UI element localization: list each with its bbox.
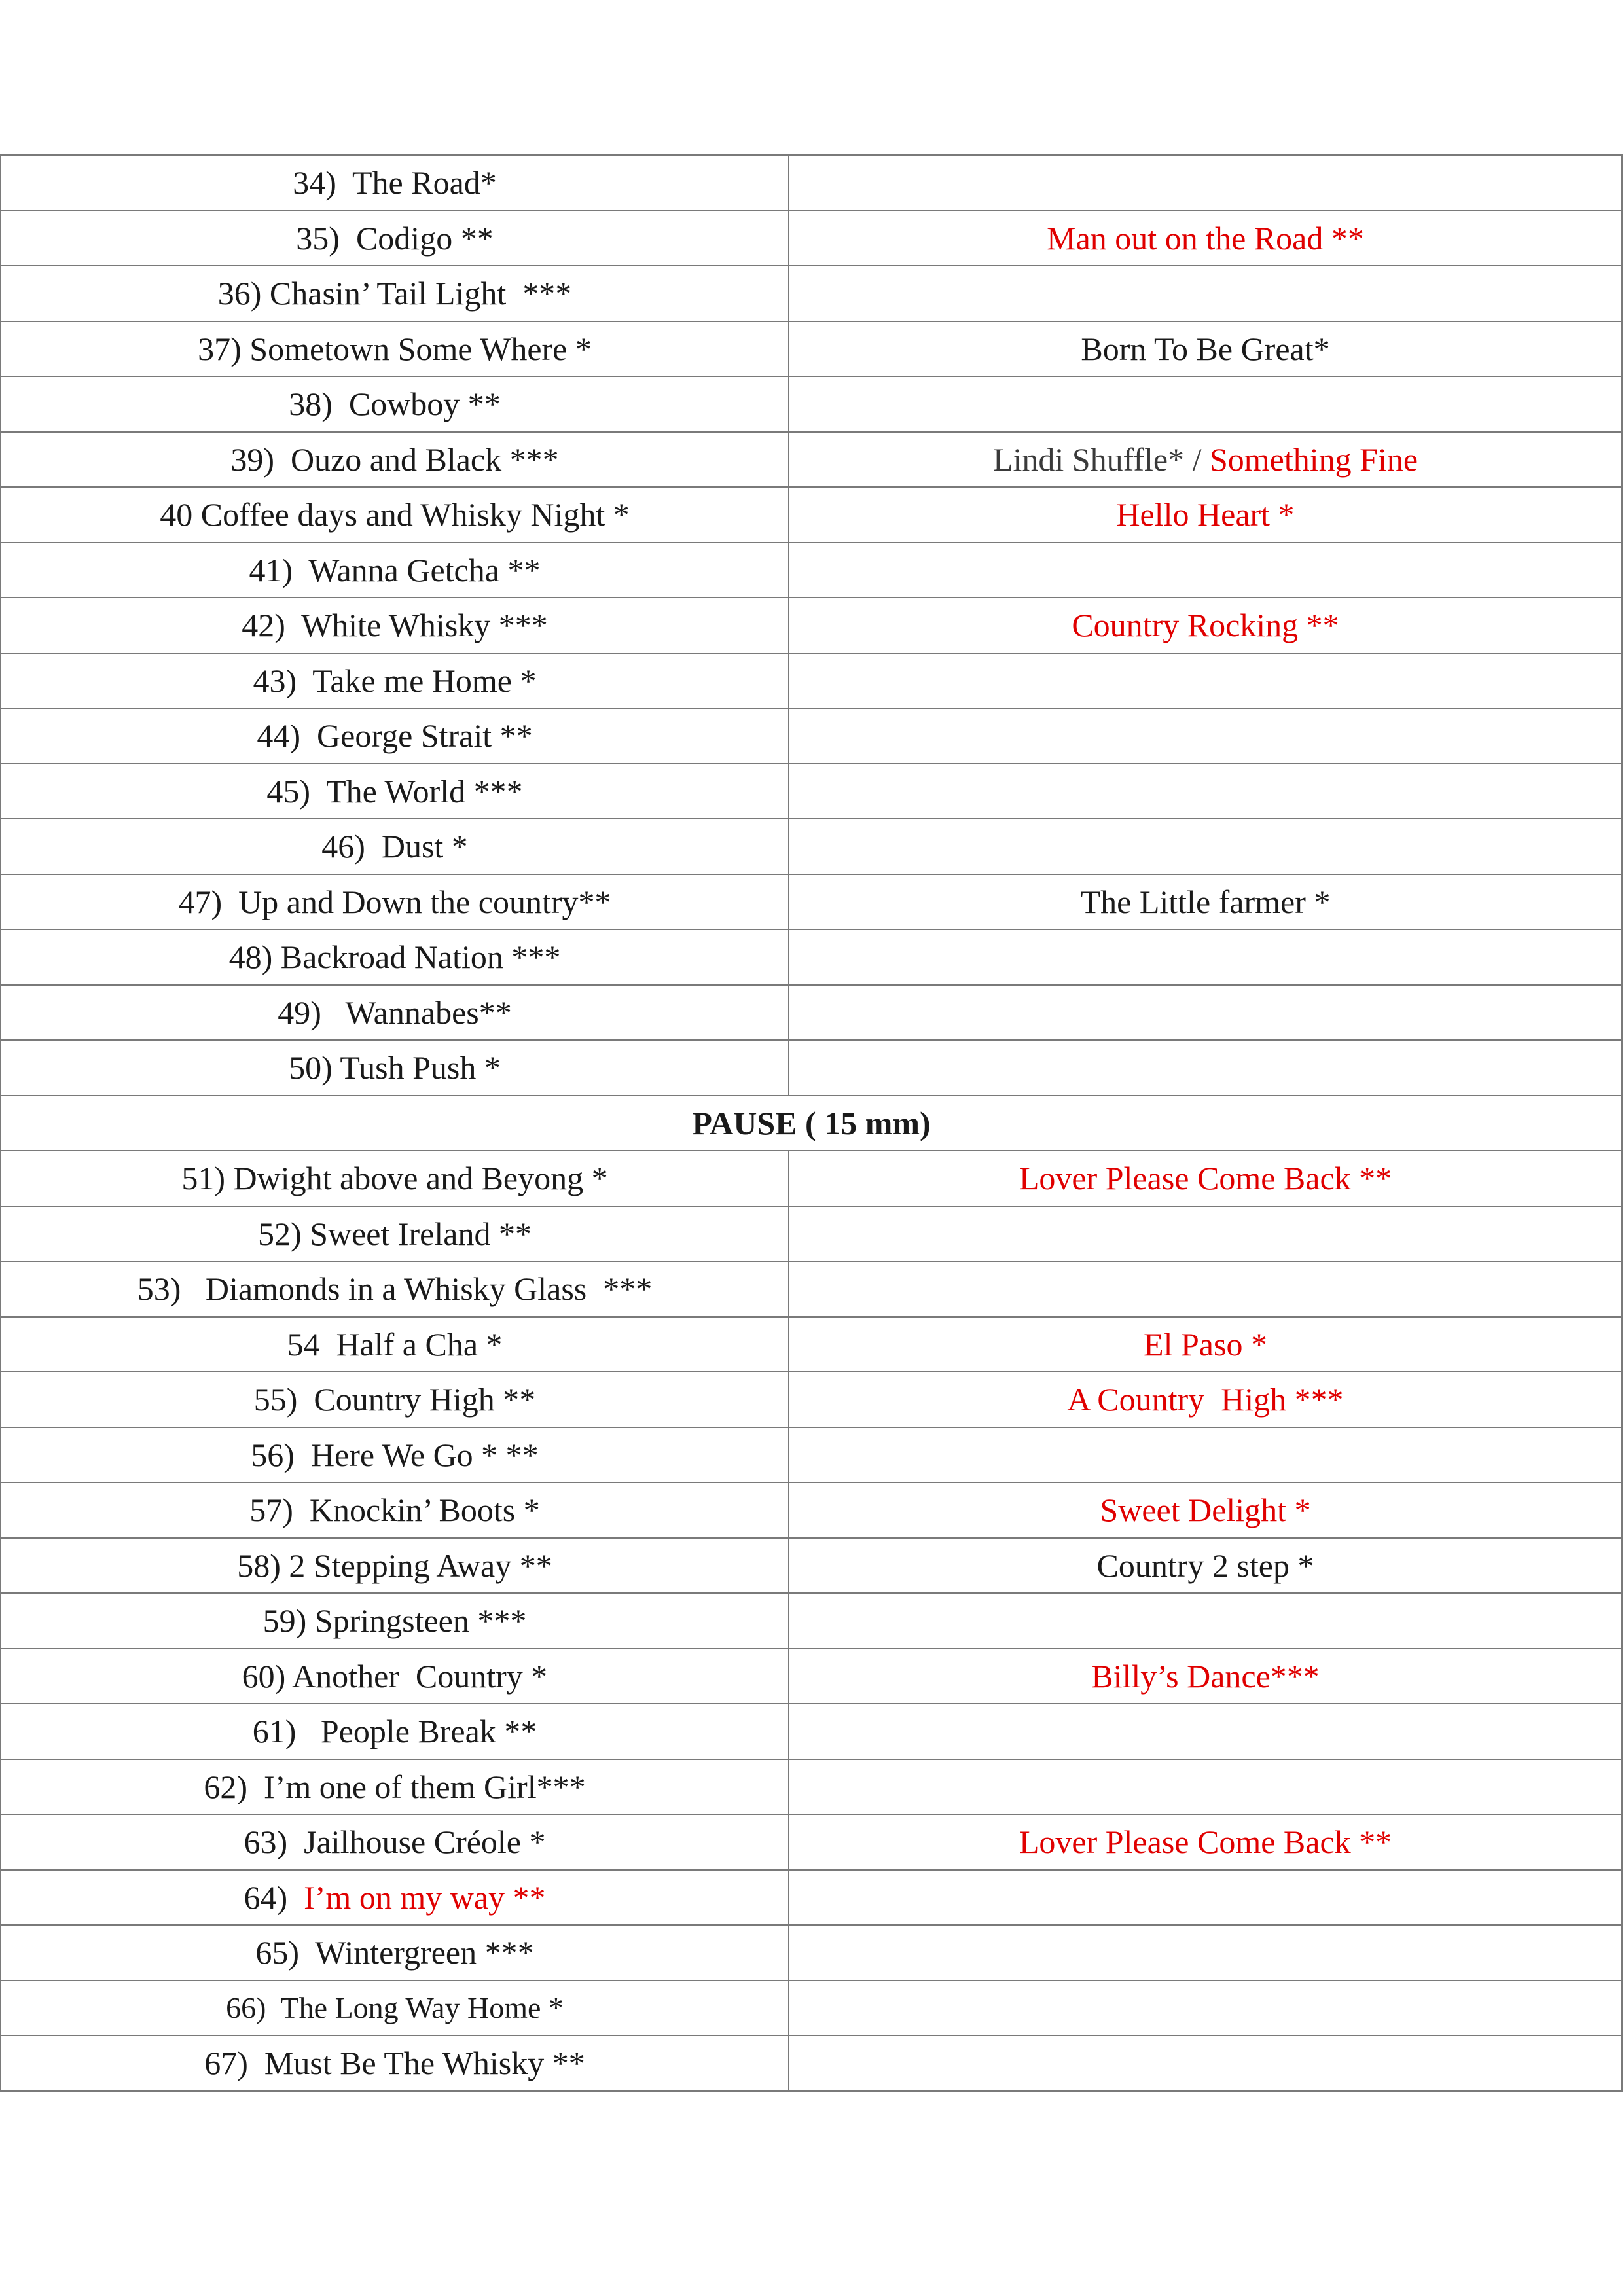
table-row [1,819,1622,874]
dance-title-cell: 49) Wannabes** [1,985,789,1041]
table-row [1,1649,1622,1704]
pause-row [1,1096,1622,1151]
alternate-dance-part: Born To Be Great* [1081,330,1330,367]
alternate-dance-part: Lover Please Come Back ** [1019,1160,1392,1197]
table-row [1,1261,1622,1317]
alternate-dance-cell [789,874,1622,930]
dance-title-cell: 58) 2 Stepping Away ** [1,1538,789,1594]
alternate-dance-part: Something Fine [1209,440,1418,478]
pause-label: PAUSE ( 15 mm) [1,1096,1622,1151]
alternate-dance-cell [789,321,1622,377]
alternate-dance-cell [789,708,1622,764]
table-row [1,487,1622,543]
table-row [1,1317,1622,1372]
table-row [1,211,1622,266]
alternate-dance-cell [789,1206,1622,1262]
dance-title-cell: 50) Tush Push * [1,1040,789,1096]
alternate-dance-part: Country Rocking ** [1072,607,1339,644]
alternate-dance-part: Hello Heart * [1116,496,1295,533]
dance-title-cell: 37) Sometown Some Where * [1,321,789,377]
dance-title-cell: 46) Dust * [1,819,789,874]
table-row [1,874,1622,930]
table-row [1,1870,1622,1926]
alternate-dance-cell [789,1814,1622,1870]
alternate-dance-part: Lindi Shuffle* / [992,440,1210,478]
dance-title-cell: 35) Codigo ** [1,211,789,266]
dance-title-cell: 53) Diamonds in a Whisky Glass *** [1,1261,789,1317]
dance-title-cell: 54 Half a Cha * [1,1317,789,1372]
table-row [1,929,1622,985]
alternate-dance-part: El Paso * [1144,1325,1267,1363]
alternate-dance-cell [789,376,1622,432]
table-row [1,985,1622,1041]
alternate-dance-cell [789,985,1622,1041]
dance-title-cell: 66) The Long Way Home * [1,1981,789,2036]
dance-title-cell: 61) People Break ** [1,1704,789,1759]
table-row [1,1925,1622,1981]
dance-title-cell: 43) Take me Home * [1,653,789,709]
table-row [1,1427,1622,1483]
alternate-dance-cell [789,1317,1622,1372]
dance-title-cell: 40 Coffee days and Whisky Night * [1,487,789,543]
alternate-dance-cell [789,487,1622,543]
table-row [1,764,1622,819]
table-row [1,155,1622,211]
dance-title-part: 64) [244,1878,304,1916]
dance-title-cell: 67) Must Be The Whisky ** [1,2036,789,2091]
dance-title-cell: 39) Ouzo and Black *** [1,432,789,488]
alternate-dance-cell [789,211,1622,266]
dance-title-cell: 51) Dwight above and Beyong * [1,1151,789,1206]
table-row [1,1704,1622,1759]
alternate-dance-cell [789,1593,1622,1649]
alternate-dance-cell [789,653,1622,709]
table-row [1,1814,1622,1870]
alternate-dance-cell [789,266,1622,321]
alternate-dance-cell [789,1870,1622,1926]
dance-title-cell: 59) Springsteen *** [1,1593,789,1649]
alternate-dance-cell [789,1925,1622,1981]
dance-title-cell: 55) Country High ** [1,1372,789,1427]
alternate-dance-part: The Little farmer * [1080,883,1331,920]
alternate-dance-cell [789,1704,1622,1759]
table-row [1,543,1622,598]
alternate-dance-cell [789,1538,1622,1594]
dance-title-cell [1,1870,789,1926]
table-row [1,1206,1622,1262]
alternate-dance-cell [789,1427,1622,1483]
dance-list-body [1,155,1622,2091]
dance-title-cell: 36) Chasin’ Tail Light *** [1,266,789,321]
alternate-dance-part: Man out on the Road ** [1047,219,1364,257]
alternate-dance-cell [789,1040,1622,1096]
alternate-dance-cell [789,1151,1622,1206]
alternate-dance-cell [789,764,1622,819]
table-row [1,1759,1622,1815]
alternate-dance-cell [789,155,1622,211]
alternate-dance-cell [789,1981,1622,2036]
alternate-dance-part: A Country High *** [1067,1381,1344,1418]
alternate-dance-cell [789,929,1622,985]
alternate-dance-part: Lover Please Come Back ** [1019,1823,1392,1861]
dance-title-cell: 56) Here We Go * ** [1,1427,789,1483]
alternate-dance-cell [789,598,1622,653]
alternate-dance-cell [789,1372,1622,1427]
alternate-dance-cell [789,1649,1622,1704]
dance-list-table [0,154,1623,2092]
alternate-dance-part: Country 2 step * [1096,1547,1314,1584]
alternate-dance-cell [789,1482,1622,1538]
alternate-dance-cell [789,2036,1622,2091]
dance-title-part: I’m on my way ** [304,1878,546,1916]
dance-title-cell: 52) Sweet Ireland ** [1,1206,789,1262]
dance-title-cell: 65) Wintergreen *** [1,1925,789,1981]
alternate-dance-part: Sweet Delight * [1100,1492,1311,1529]
dance-title-cell: 48) Backroad Nation *** [1,929,789,985]
table-row [1,653,1622,709]
table-row [1,321,1622,377]
alternate-dance-cell [789,819,1622,874]
alternate-dance-cell [789,1759,1622,1815]
table-row [1,598,1622,653]
dance-title-cell: 44) George Strait ** [1,708,789,764]
table-row [1,1372,1622,1427]
table-row [1,1593,1622,1649]
dance-title-cell: 57) Knockin’ Boots * [1,1482,789,1538]
dance-title-cell: 63) Jailhouse Créole * [1,1814,789,1870]
table-row [1,2036,1622,2091]
table-row [1,708,1622,764]
alternate-dance-cell [789,1261,1622,1317]
dance-title-cell: 41) Wanna Getcha ** [1,543,789,598]
table-row [1,1538,1622,1594]
table-row [1,266,1622,321]
dance-title-cell: 47) Up and Down the country** [1,874,789,930]
table-row [1,376,1622,432]
dance-title-cell: 34) The Road* [1,155,789,211]
table-row [1,432,1622,488]
dance-title-cell: 62) I’m one of them Girl*** [1,1759,789,1815]
alternate-dance-cell [789,432,1622,488]
table-row [1,1981,1622,2036]
table-row [1,1151,1622,1206]
dance-title-cell: 45) The World *** [1,764,789,819]
alternate-dance-cell [789,543,1622,598]
dance-title-cell: 42) White Whisky *** [1,598,789,653]
dance-title-cell: 60) Another Country * [1,1649,789,1704]
dance-title-cell: 38) Cowboy ** [1,376,789,432]
table-row [1,1040,1622,1096]
alternate-dance-part: Billy’s Dance*** [1091,1657,1320,1695]
table-row [1,1482,1622,1538]
